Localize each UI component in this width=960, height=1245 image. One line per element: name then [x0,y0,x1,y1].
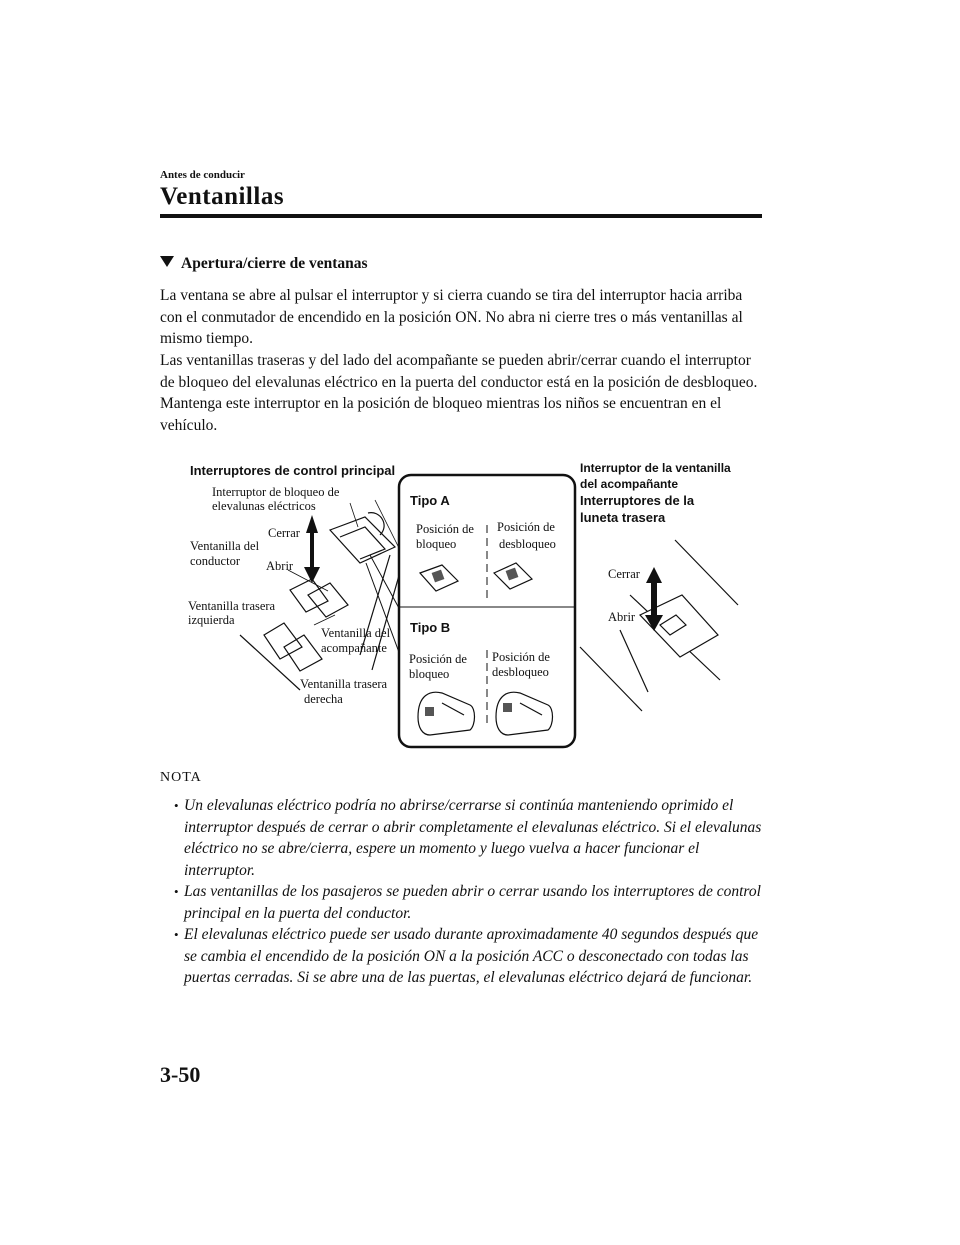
section-label: Antes de conducir [160,169,245,181]
note-item [168,795,768,881]
note-text: Un elevalunas eléctrico podría no abrirse/cerrarse si continúa manteniendo oprimido el interruptor después de cerrar o abrir completamente el elevalunas eléctrico. Si el elevalunas eléctrico no se abre/cierra, espere un momento y luego vuelva a hacer funcionar el interruptor. [184,797,762,879]
page-number: 3-50 [160,1062,201,1087]
rear-right-label-1: Ventanilla trasera [300,677,388,691]
type-b-lock-2: bloqueo [409,667,450,681]
rear-switches-label-2: luneta trasera [580,510,666,525]
type-a-lock-1: Posición de [416,522,474,536]
lock-switch-label-2: elevalunas eléctricos [212,499,316,513]
rear-left-label-2: izquierda [188,613,235,627]
rear-right-label-2: derecha [304,692,343,706]
page-title: Ventanillas [160,183,285,210]
type-b-label: Tipo B [410,620,451,635]
bullet-icon: • [174,927,179,942]
type-a-unlock-1: Posición de [497,520,555,534]
note-item [168,924,768,989]
note-title: NOTA [160,770,202,785]
driver-label-1: Ventanilla del [190,539,260,553]
note-text: Las ventanillas de los pasajeros se pueden abrir o cerrar usando los interruptores de control principal en la puerta del conductor. [184,883,761,922]
main-switches-label: Interruptores de control principal [190,463,396,478]
rear-switches-label-1: Interruptores de la [580,493,695,508]
passenger-switch-label-1: Interruptor de la ventanilla [580,461,731,475]
driver-label-2: conductor [190,554,240,568]
rear-switch-panel [580,540,738,711]
lock-switch-arrow-icon [304,515,320,583]
passenger-label-1: Ventanilla del [321,626,391,640]
rear-left-label-1: Ventanilla trasera [188,599,276,613]
type-a-unlock-2: desbloqueo [499,537,556,551]
type-b-unlock-1: Posición de [492,650,550,664]
subheading-text: Apertura/cierre de ventanas [181,255,368,272]
open-label-right: Abrir [608,610,636,624]
passenger-label-2: acompañante [321,641,387,655]
subheading [160,255,368,273]
passenger-switch-label-2: del acompañante [580,477,679,491]
paragraph-1: La ventana se abre al pulsar el interruptor y si cierra cuando se tira del interruptor hacia arriba con el conmutador de encendido en la posición ON. No abra ni cierre tres o más ventanillas al mismo tiempo. [160,287,743,347]
lock-switch-label-1: Interruptor de bloqueo de [212,485,340,499]
bullet-icon: • [174,884,179,899]
close-label-right: Cerrar [608,567,640,581]
paragraph-2: Las ventanillas traseras y del lado del acompañante se pueden abrir/cerrar cuando el interruptor de bloqueo del elevalunas eléctrico en la puerta del conductor está en la posición de desbloqueo. Mantenga este interruptor en la posición de bloqueo mientras los niños se encuentran en el vehículo. [160,352,758,434]
triangle-down-icon [160,256,174,267]
window-switches-figure [180,455,780,755]
title-divider [160,214,762,218]
pointer-lines [288,500,410,625]
type-a-label: Tipo A [410,493,450,508]
callout-connector [370,555,400,610]
type-b-lock-1: Posición de [409,652,467,666]
open-label: Abrir [266,559,294,573]
bullet-icon: • [174,798,179,813]
type-a-lock-2: bloqueo [416,537,457,551]
close-label: Cerrar [268,526,300,540]
note-text: El elevalunas eléctrico puede ser usado durante aproximadamente 40 segundos después que se cambia el encendido de la posición ON a la posición ACC o desconectado con todas las puertas cerradas. Si se abre una de las puertas, el elevalunas eléctrico dejará de funcionar. [184,926,759,986]
note-list [168,795,768,989]
note-item [168,881,768,924]
type-b-unlock-2: desbloqueo [492,665,549,679]
